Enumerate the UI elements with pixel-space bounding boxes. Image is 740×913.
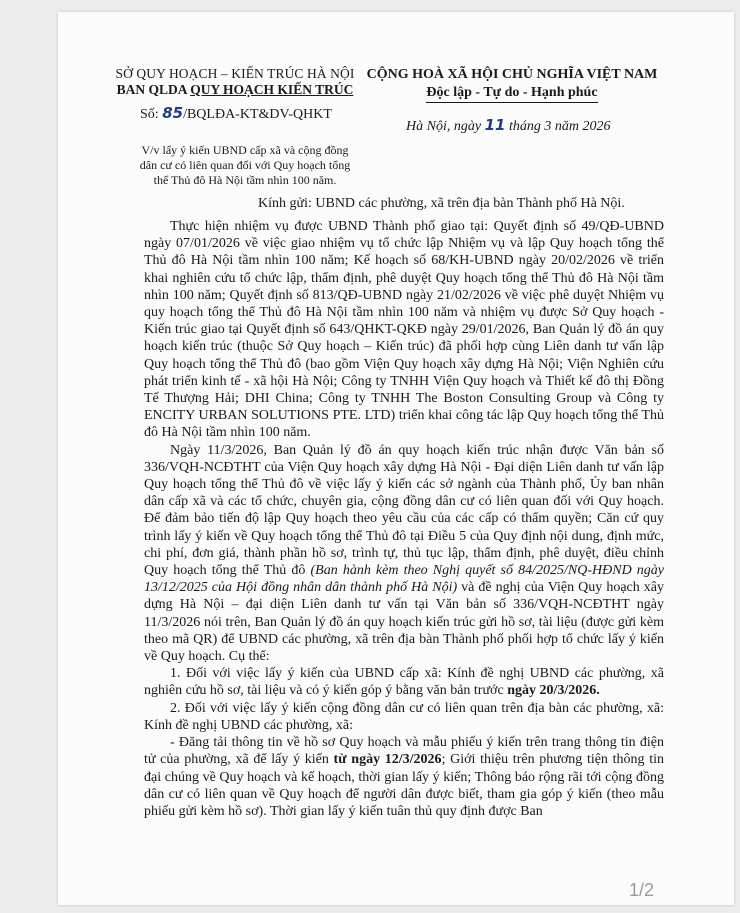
paragraph-item-2: 2. Đối với việc lấy ý kiến cộng đồng dân cư có liên quan trên địa bàn các phường, xã: Kính đề nghị UBND các phường, xã: bbox=[144, 700, 664, 733]
document-body bbox=[144, 218, 664, 820]
paragraph-1: Thực hiện nhiệm vụ được UBND Thành phố giao tại: Quyết định số 49/QĐ-UBND ngày 07/01/2026 về việc giao nhiệm vụ tổ chức lập Nhiệm vụ và lập Quy hoạch tổng thể Thủ đô Hà Nội tầm nhìn 100 năm; Kế hoạch số 68/KH-UBND ngày 20/02/2026 về triển khai nghiên cứu tổ chức lập, thẩm định, phê duyệt Quy hoạch tổng thể Thủ đô Hà Nội tầm nhìn 100 năm; Quyết định số 813/QĐ-UBND ngày 21/02/2026 về việc phê duyệt Nhiệm vụ quy hoạch tổng thể Thủ đô Hà Nội tầm nhìn 100 năm và nhiệm vụ được Sở Quy hoạch - Kiến trúc giao tại Quyết định số 643/QHKT-QKĐ ngày 29/01/2026, Ban Quản lý đồ án quy hoạch kiến trúc (thuộc Sở Quy hoạch – Kiến trúc) đã phối hợp cùng Liên danh tư vấn lập Quy hoạch tổng thể Thủ đô (bao gồm Viện Quy hoạch xây dựng Hà Nội; Viện Nghiên cứu phát triển kinh tế - xã hội Hà Nội; Công ty TNHH Viện Quy hoạch và Thiết kế đô thị Đồng Tế Thượng Hải; DHI China; Công ty TNHH The Boston Consulting Group và Công ty ENCITY URBAN SOLUTIONS PTE. LTD) triển khai công tác lập Quy hoạch tổng thể Thủ đô Hà Nội tầm nhìn 100 năm. bbox=[144, 219, 664, 441]
recipient-line: Kính gửi: UBND các phường, xã trên địa bàn Thành phố Hà Nội. bbox=[258, 196, 625, 211]
handwritten-day: 11 bbox=[484, 116, 506, 134]
national-header bbox=[366, 67, 658, 103]
handwritten-number: 85 bbox=[162, 104, 184, 122]
page-indicator: 1/2 bbox=[628, 880, 654, 900]
document-date: Hà Nội, ngày 11 tháng 3 năm 2026 bbox=[406, 116, 611, 134]
agency-parent: SỞ QUY HOẠCH – KIẾN TRÚC HÀ NỘI bbox=[115, 66, 355, 81]
document-number: Số: 85/BQLĐA-KT&DV-QHKT bbox=[140, 104, 332, 122]
paragraph-bullet: - Đăng tải thông tin về hồ sơ Quy hoạch và mẫu phiếu ý kiến trên trang thông tin điện tử của phường, xã để lấy ý kiến từ ngày 12/3/2026; Giới thiệu trên phương tiện thông tin đại chúng về Quy hoạch và kế hoạch, thời gian lấy ý kiến; Thông báo rộng rãi tới cộng đồng dân cư có liên quan về Quy hoạch để người dân được biết, tham gia góp ý kiến (theo mẫu phiếu gửi kèm hồ sơ). Thời gian lấy ý kiến tuân thủ quy định được Ban bbox=[144, 735, 664, 819]
issuing-agency bbox=[110, 66, 360, 98]
document-page bbox=[58, 12, 734, 905]
national-motto: Độc lập - Tự do - Hạnh phúc bbox=[426, 85, 597, 103]
country-name: CỘNG HOÀ XÃ HỘI CHỦ NGHĨA VIỆT NAM bbox=[366, 67, 658, 82]
document-subject: V/v lấy ý kiến UBND cấp xã và cộng đồng dân cư có liên quan đối với Quy hoạch tổng thể Thủ đô Hà Nội tầm nhìn 100 năm. bbox=[139, 143, 351, 187]
agency-name: BAN QLDA QUY HOẠCH KIẾN TRÚC bbox=[116, 82, 354, 97]
paragraph-2: Ngày 11/3/2026, Ban Quản lý đồ án quy hoạch kiến trúc nhận được Văn bản số 336/VQH-NCĐTHT của Viện Quy hoạch xây dựng Hà Nội - Đại diện Liên danh tư vấn lập Quy hoạch tổng thể Thủ đô về việc lấy ý kiến các sở ngành của Thành phố, Ủy ban nhân dân cấp xã và các tổ chức, chuyên gia, cộng đồng dân cư có liên quan đối với Quy hoạch. Để đảm bảo tiến độ lập Quy hoạch theo yêu cầu của các cấp có thẩm quyền; Căn cứ quy trình lấy ý kiến về Quy hoạch tổng thể Thủ đô tại Điều 5 của Quy định nội dung, định mức, chi phí, đơn giá, thành phần hồ sơ, trình tự, thủ tục lập, thẩm định, phê duyệt, điều chỉnh Quy hoạch tổng thể Thủ đô (Ban hành kèm theo Nghị quyết số 84/2025/NQ-HĐND ngày 13/12/2025 của Hội đồng nhân dân thành phố Hà Nội) và đề nghị của Viện Quy hoạch xây dựng Hà Nội – đại diện Liên danh tư vấn tại Văn bản số 336/VQH-NCĐTHT ngày 11/3/2026 nói trên, Ban Quản lý đồ án quy hoạch kiến trúc gửi hồ sơ, tài liệu (được gửi kèm theo mã QR) để UBND các phường, xã trên địa bàn Thành phố phối hợp tổ chức lấy ý kiến về Quy hoạch. Cụ thể: bbox=[144, 442, 664, 665]
paragraph-item-1: 1. Đối với việc lấy ý kiến của UBND cấp xã: Kính đề nghị UBND các phường, xã nghiên cứu hồ sơ, tài liệu và có ý kiến góp ý bằng văn bản trước ngày 20/3/2026. bbox=[144, 666, 664, 699]
